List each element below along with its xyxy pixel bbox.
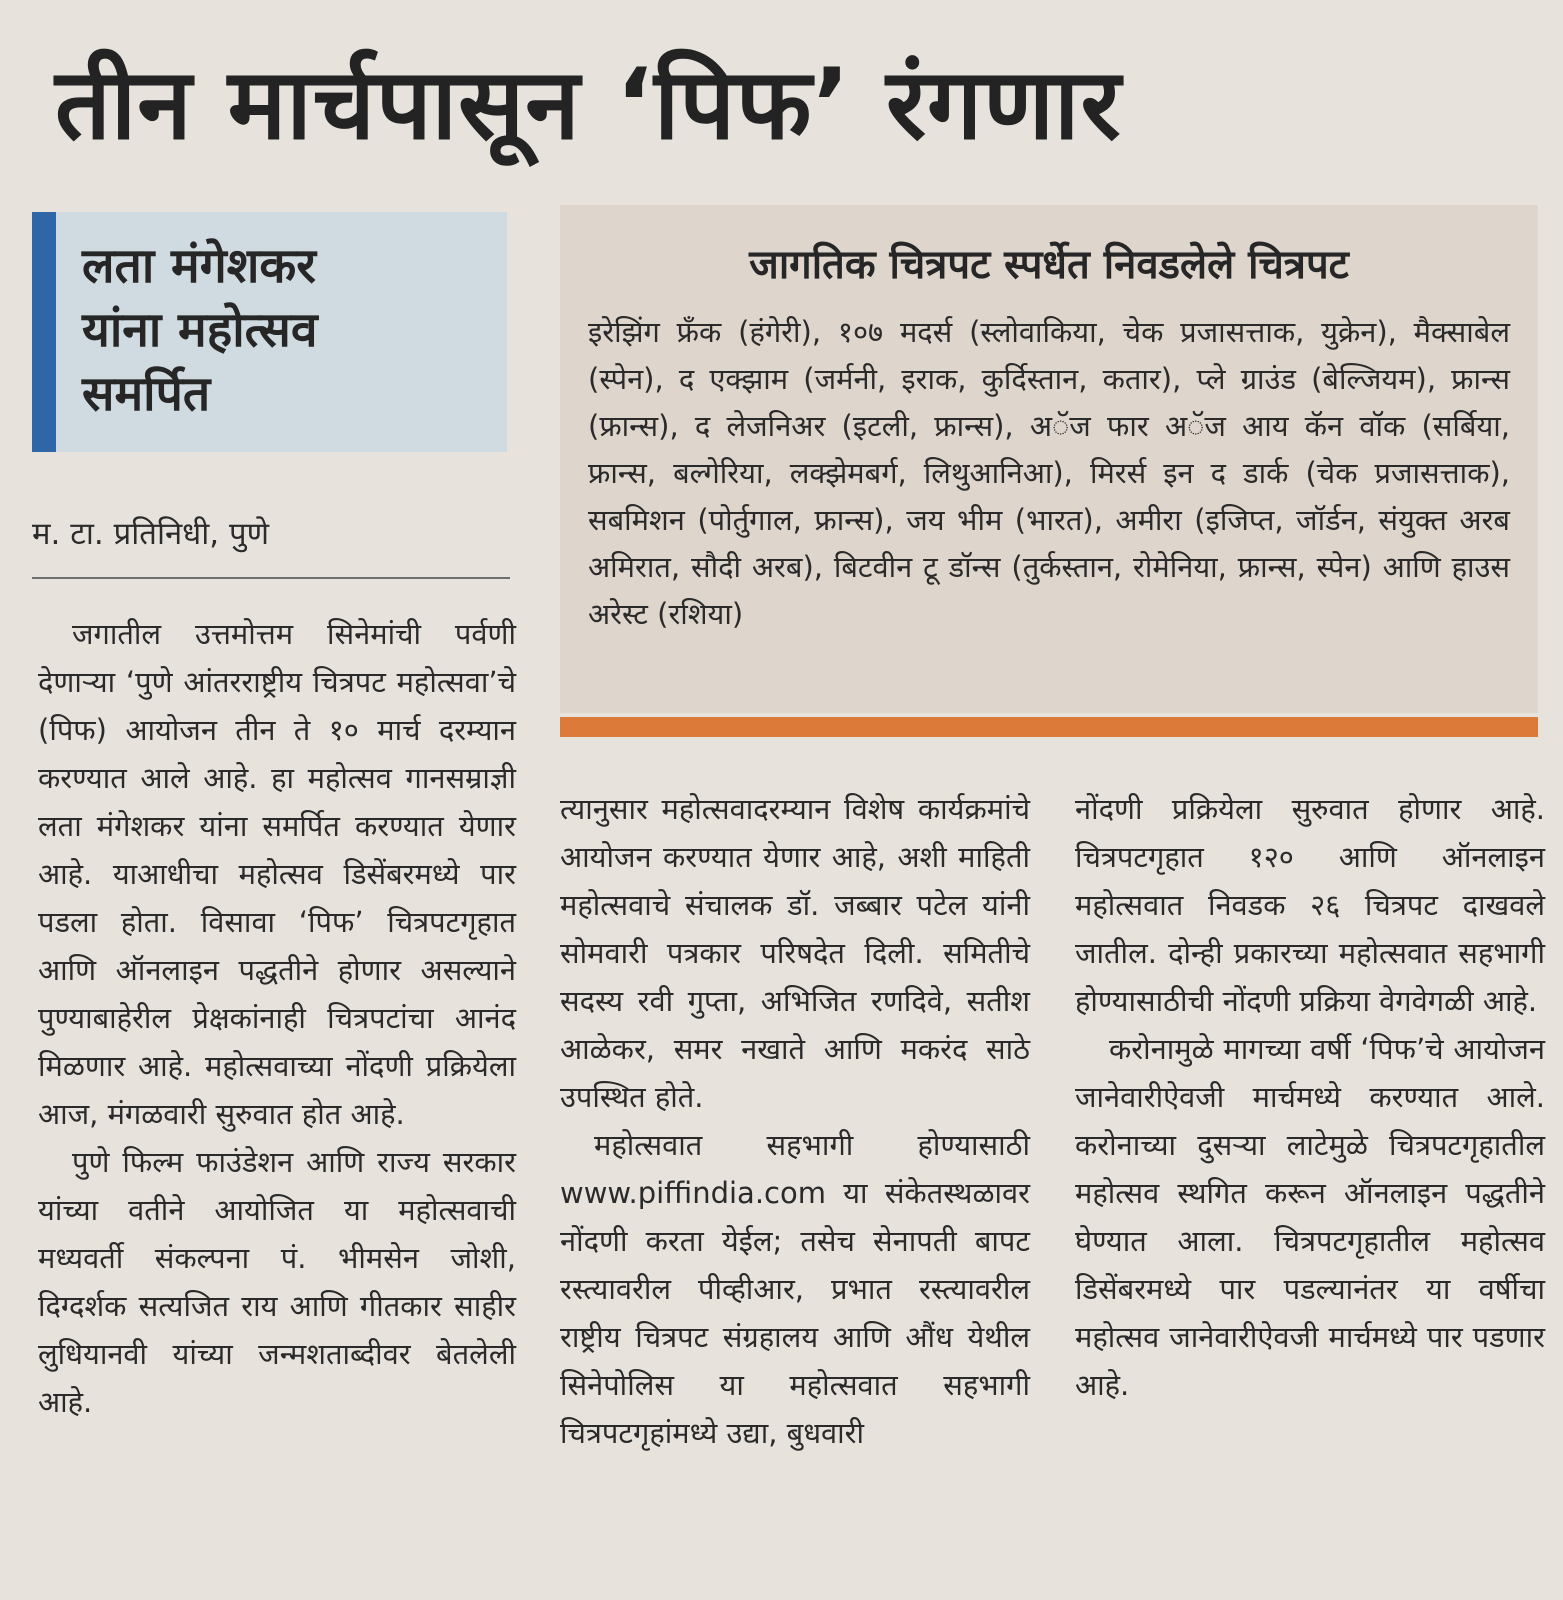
sidebox-line-3: समर्पित [82,366,211,422]
selected-films-title: जागतिक चित्रपट स्पर्धेत निवडलेले चित्रपट [749,242,1349,288]
selected-films-box [560,205,1538,713]
article-paragraph: महोत्सवात सहभागी होण्यासाठी www.piffindia.com या संकेतस्थळावर नोंदणी करता येईल; तसेच सेनापती बापट रस्त्यावरील पीव्हीआर, प्रभात रस्त्यावरील राष्ट्रीय चित्रपट संग्रहालय आणि औंध येथील सिनेपोलिस या महोत्सवात सहभागी चित्रपटगृहांमध्ये उद्या, बुधवारी [560,1128,1030,1450]
article-paragraph: नोंदणी प्रक्रियेला सुरुवात होणार आहे. चित्रपटगृहात १२० आणि ऑनलाइन महोत्सवात निवडक २६ चित्रपट दाखवले जातील. दोन्ही प्रकारच्या महोत्सवात सहभागी होण्यासाठीची नोंदणी प्रक्रिया वेगवेगळी आहे. [1075,792,1545,1018]
article-paragraph: करोनामुळे मागच्या वर्षी ‘पिफ’चे आयोजन जानेवारीऐवजी मार्चमध्ये करण्यात आले. करोनाच्या दुसऱ्या लाटेमुळे चित्रपटगृहातील महोत्सव स्थगित करून ऑनलाइन पद्धतीने घेण्यात आला. चित्रपटगृहातील महोत्सव डिसेंबरमध्ये पार पडल्यानंतर या वर्षीचा महोत्सव जानेवारीऐवजी मार्चमध्ये पार पडणार आहे. [1075,1032,1545,1402]
article-paragraph: पुणे फिल्म फाउंडेशन आणि राज्य सरकार यांच्या वतीने आयोजित या महोत्सवाची मध्यवर्ती संकल्पना पं. भीमसेन जोशी, दिग्दर्शक सत्यजित राय आणि गीतकार साहीर लुधियानवी यांच्या जन्मशताब्दीवर बेतलेली आहे. [38,1145,516,1419]
article-paragraph: जगातील उत्तमोत्तम सिनेमांची पर्वणी देणाऱ्या ‘पुणे आंतरराष्ट्रीय चित्रपट महोत्सवा’चे (पिफ) आयोजन तीन ते १० मार्च दरम्यान करण्यात आले आहे. हा महोत्सव गानसम्राज्ञी लता मंगेशकर यांना समर्पित करण्यात येणार आहे. याआधीचा महोत्सव डिसेंबरमध्ये पार पडला होता. विसावा ‘पिफ’ चित्रपटगृहात आणि ऑनलाइन पद्धतीने होणार असल्याने पुण्याबाहेरील प्रेक्षकांनाही चित्रपटांचा आनंद मिळणार आहे. महोत्सवाच्या नोंदणी प्रक्रियेला आज, मंगळवारी सुरुवात होत आहे. [38,617,516,1131]
article-column-2 [560,785,1030,1575]
accent-bar [560,717,1538,737]
sidebar-highlight-box [32,212,507,452]
headline: तीन मार्चपासून ‘पिफ’ रंगणार [55,48,1122,162]
article-column-3 [1075,785,1545,1575]
sidebox-line-1: लता मंगेशकर [82,238,316,294]
byline: म. टा. प्रतिनिधी, पुणे [32,516,270,552]
byline-divider [32,577,510,579]
article-paragraph: त्यानुसार महोत्सवादरम्यान विशेष कार्यक्रमांचे आयोजन करण्यात येणार आहे, अशी माहिती महोत्सवाचे संचालक डॉ. जब्बार पटेल यांनी सोमवारी पत्रकार परिषदेत दिली. समितीचे सदस्य रवी गुप्ता, अभिजित रणदिवे, सतीश आळेकर, समर नखाते आणि मकरंद साठे उपस्थित होते. [560,792,1030,1114]
article-column-1 [38,610,516,1570]
sidebox-line-2: यांना महोत्सव [82,302,318,358]
selected-films-list: इरेझिंग फ्रँक (हंगेरी), १०७ मदर्स (स्लोवाकिया, चेक प्रजासत्ताक, युक्रेन), मैक्साबेल (स्पेन), द एक्झाम (जर्मनी, इराक, कुर्दिस्तान, कतार), प्ले ग्राउंड (बेल्जियम), फ्रान्स (फ्रान्स), द लेजनिअर (इटली, फ्रान्स), अॅज फार अॅज आय कॅन वॉक (सर्बिया, फ्रान्स, बल्गेरिया, लक्झेमबर्ग, लिथुआनिआ), मिरर्स इन द डार्क (चेक प्रजासत्ताक), सबमिशन (पोर्तुगाल, फ्रान्स), जय भीम (भारत), अमीरा (इजिप्त, जॉर्डन, संयुक्त अरब अमिरात, सौदी अरब), बिटवीन टू डॉन्स (तुर्कस्तान, रोमेनिया, फ्रान्स, स्पेन) आणि हाउस अरेस्ट (रशिया) [588,315,1510,631]
